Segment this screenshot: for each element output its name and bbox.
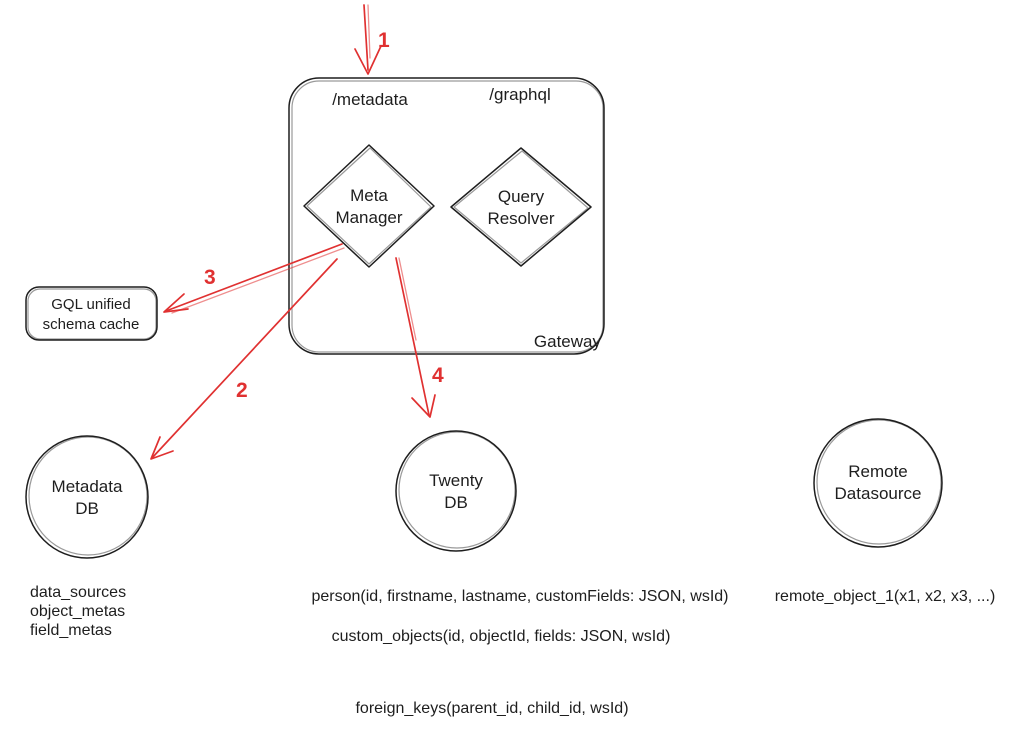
flow-arrow-1-shaft [364, 5, 368, 70]
flow-arrow-4-head [412, 395, 435, 417]
twenty-db-tables [311, 588, 728, 717]
schema-cache-label-line1: GQL unified [51, 296, 131, 313]
metadata-db-circle [26, 436, 148, 558]
twenty-db-table-custom-objects: custom_objects(id, objectId, fields: JSON, wsId) [331, 628, 671, 645]
flow-arrow-2-shaft [152, 259, 337, 458]
twenty-db-label-line1: Twenty [429, 471, 483, 490]
remote-datasource-circle [814, 419, 942, 547]
metadata-db-table-field-metas: field_metas [30, 622, 112, 639]
query-resolver-label-line1: Query [497, 187, 545, 206]
remote-datasource-label-line1: Remote [848, 462, 908, 481]
remote-datasource-table: remote_object_1(x1, x2, x3, ...) [774, 588, 996, 605]
metadata-db-tables [30, 584, 126, 639]
twenty-db-circle [396, 431, 516, 551]
metadata-db-label-line2: DB [75, 499, 99, 518]
flow-step-label-3: 3 [204, 266, 216, 289]
metadata-db-table-object-metas: object_metas [30, 603, 126, 620]
metadata-db-table-data-sources: data_sources [30, 584, 127, 601]
meta-manager-label-line2: Manager [335, 208, 403, 227]
flow-step-label-4: 4 [432, 364, 444, 387]
flow-step-label-2: 2 [236, 379, 248, 402]
query-resolver-label-line2: Resolver [487, 209, 555, 228]
schema-cache-label-line2: schema cache [42, 316, 140, 333]
twenty-db-table-person: person(id, firstname, lastname, customFields: JSON, wsId) [311, 588, 729, 605]
flow-arrow-3-head [164, 294, 188, 312]
flow-arrow-2 [151, 259, 337, 459]
flow-step-label-1: 1 [378, 29, 390, 52]
remote-datasource-label-line2: Datasource [834, 484, 922, 503]
flow-arrow-1-shaft-sketch [368, 5, 370, 58]
twenty-db-label-line2: DB [444, 493, 468, 512]
endpoint-metadata-label: /metadata [332, 90, 408, 109]
twenty-db-table-foreign-keys: foreign_keys(parent_id, child_id, wsId) [355, 700, 629, 717]
meta-manager-label-line1: Meta [350, 186, 388, 205]
metadata-db-label-line1: Metadata [51, 477, 123, 496]
endpoint-graphql-label: /graphql [489, 85, 551, 104]
schema-cache-box [26, 287, 157, 340]
gateway-label: Gateway [533, 332, 601, 351]
